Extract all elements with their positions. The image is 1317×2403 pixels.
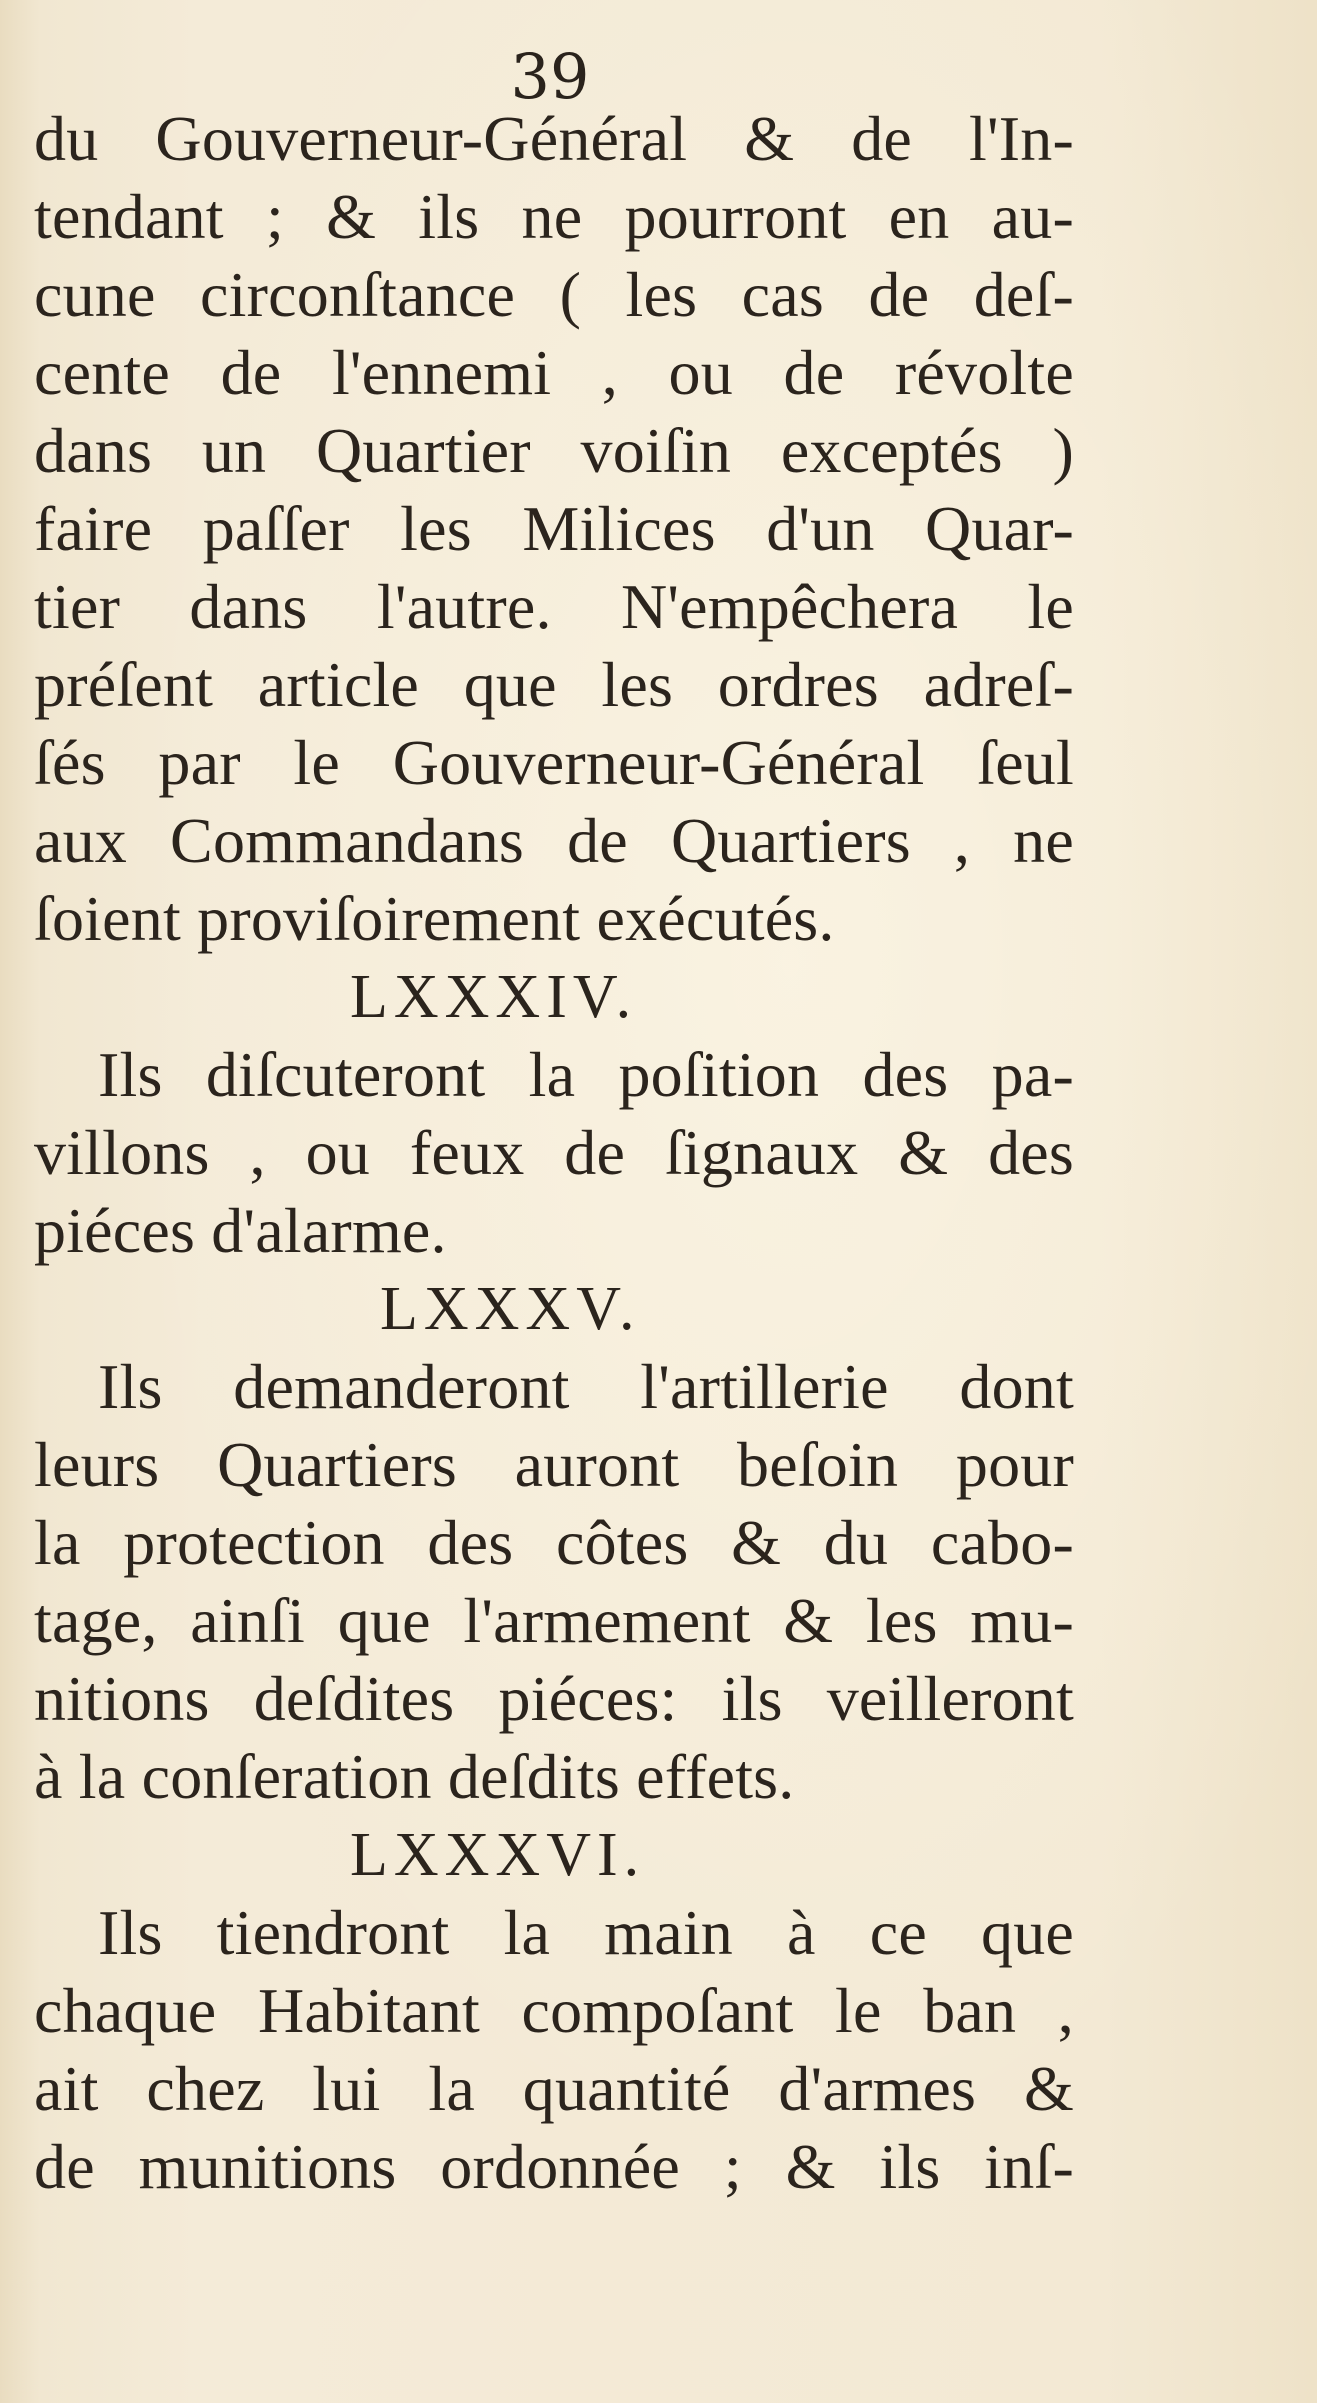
text-line: Ils diſcuteront la poſition des pa- <box>98 1039 1074 1110</box>
text-line: tier dans l'autre. N'empêchera le <box>34 571 1074 642</box>
text-line: préſent article que les ordres adreſ- <box>34 649 1074 720</box>
text-line: tendant ; & ils ne pourront en au- <box>34 181 1074 252</box>
text-line: leurs Quartiers auront beſoin pour <box>34 1429 1074 1500</box>
text-line: tage, ainſi que l'armement & les mu- <box>34 1585 1074 1656</box>
text-line: ſés par le Gouverneur-Général ſeul <box>34 727 1074 798</box>
article-85 <box>34 1270 1074 1816</box>
page-text <box>34 100 1074 2206</box>
text-line: cune circonſtance ( les cas de deſ- <box>34 259 1074 330</box>
text-line: villons , ou feux de ſignaux & des <box>34 1117 1074 1188</box>
text-line: nitions deſdites piéces: ils veilleront <box>34 1663 1074 1734</box>
text-line: aux Commandans de Quartiers , ne <box>34 805 1074 876</box>
article-heading: LXXXVI. <box>350 1821 646 1889</box>
article-heading: LXXXIV. <box>350 963 638 1031</box>
text-line: ait chez lui la quantité d'armes & <box>34 2053 1074 2124</box>
text-line: Ils tiendront la main à ce que <box>98 1897 1074 1968</box>
text-line: dans un Quartier voiſin exceptés ) <box>34 415 1074 486</box>
text-line: du Gouverneur-Général & de l'In- <box>34 103 1074 174</box>
text-line: la protection des côtes & du cabo- <box>34 1507 1074 1578</box>
article-86 <box>34 1816 1074 2206</box>
text-line: chaque Habitant compoſant le ban , <box>34 1975 1074 2046</box>
article-84 <box>34 958 1074 1270</box>
text-line: faire paſſer les Milices d'un Quar- <box>34 493 1074 564</box>
paragraph-continuation <box>34 100 1074 958</box>
text-line: piéces d'alarme. <box>34 1195 447 1266</box>
text-line: ſoient proviſoirement exécutés. <box>34 883 835 954</box>
text-line: à la conſeration deſdits effets. <box>34 1741 795 1812</box>
text-line: de munitions ordonnée ; & ils inſ- <box>34 2131 1074 2202</box>
text-line: cente de l'ennemi , ou de révolte <box>34 337 1074 408</box>
article-heading: LXXXV. <box>380 1275 641 1343</box>
text-line: Ils demanderont l'artillerie dont <box>98 1351 1074 1422</box>
page-number: 39 <box>510 40 590 113</box>
